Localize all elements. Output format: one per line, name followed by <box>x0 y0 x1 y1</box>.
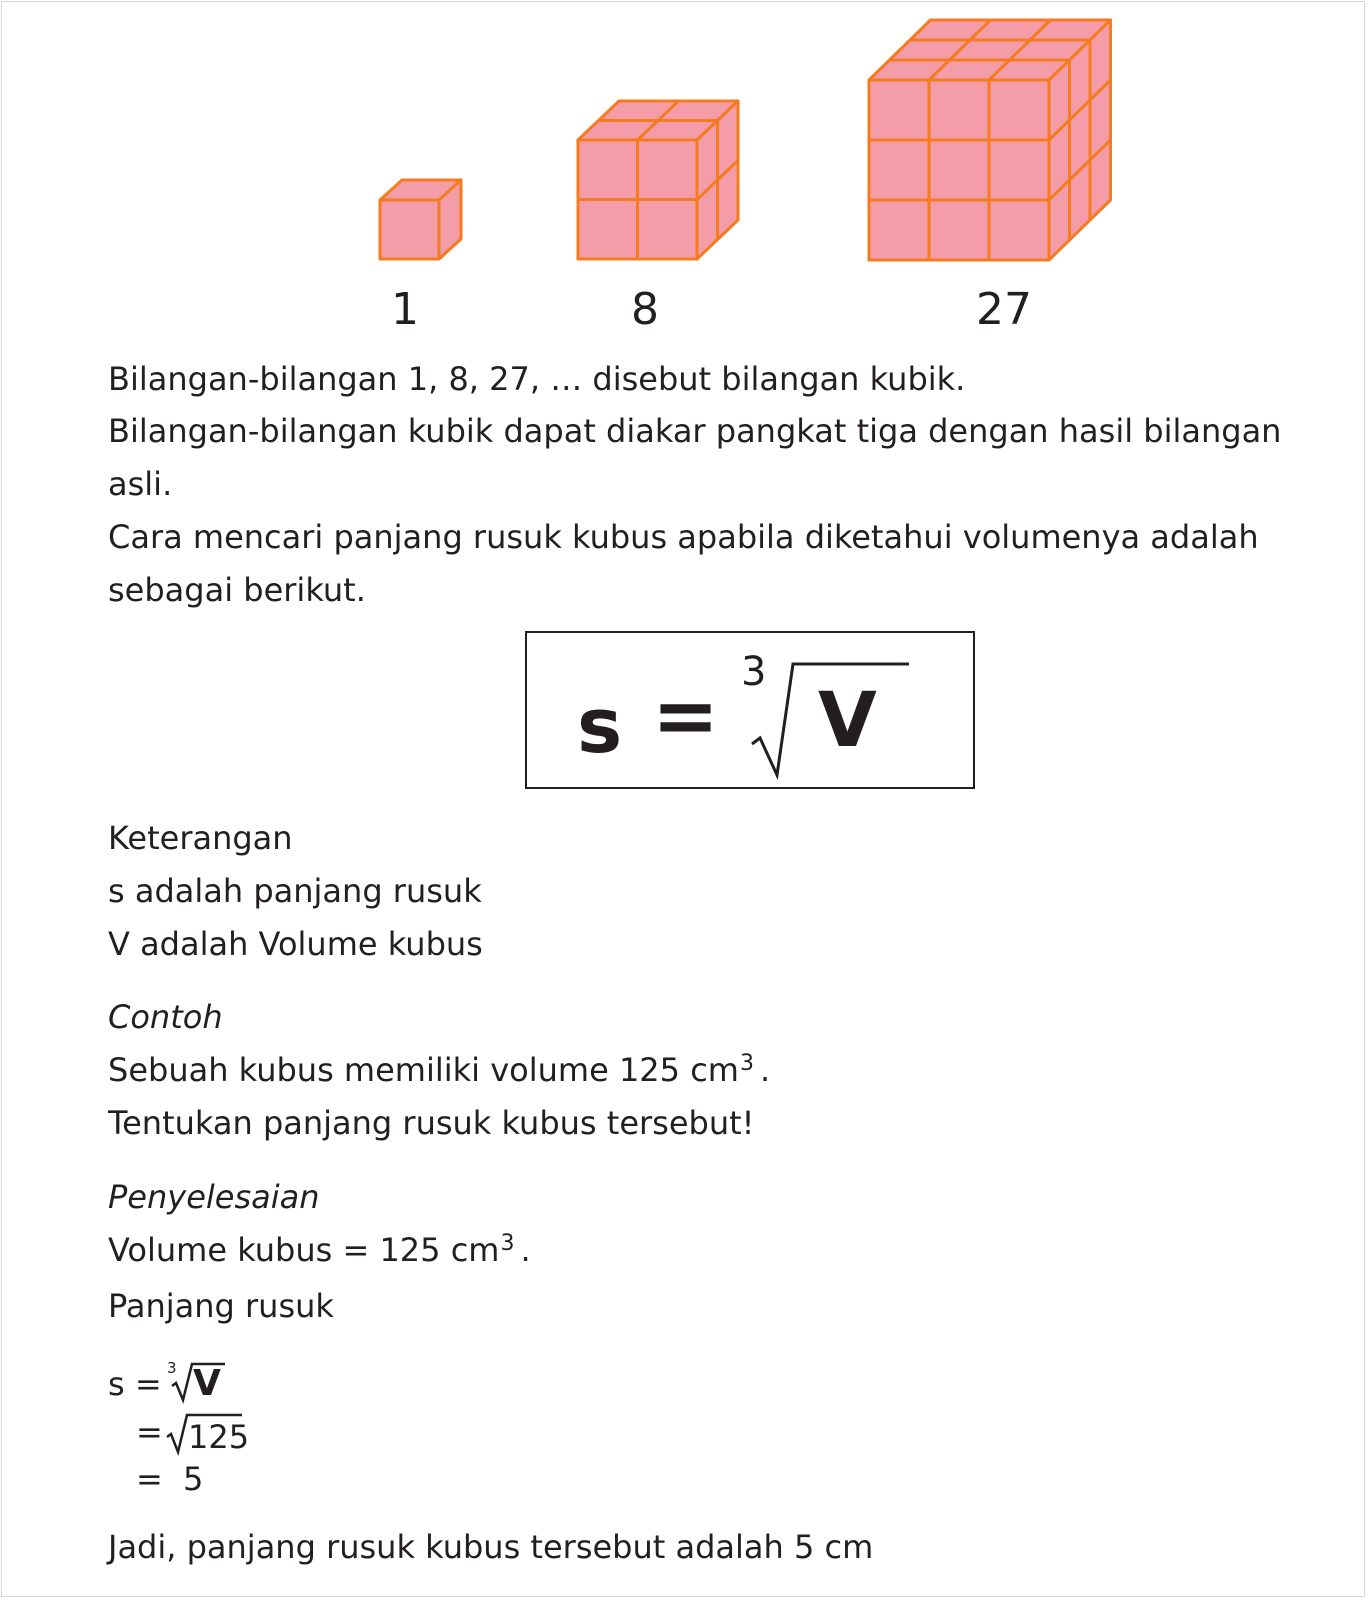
formula-v: V <box>818 675 877 764</box>
intro-line-5: sebagai berikut. <box>108 571 366 609</box>
intro-line-4: Cara mencari panjang rusuk kubus apabila diketahui volumenya adalah <box>108 518 1259 556</box>
conclusion-line: Jadi, panjang rusuk kubus tersebut adalah 5 cm <box>108 1528 874 1566</box>
cube-label-1: 1 <box>391 284 419 335</box>
penyelesaian-line-1-text: Volume kubus = 125 cm <box>108 1231 500 1269</box>
calc-row-1-radicand: V <box>193 1363 221 1404</box>
calc-row-2-equals: = <box>136 1413 163 1451</box>
intro-line-1: Bilangan-bilangan 1, 8, 27, … disebut bilangan kubik. <box>108 360 966 398</box>
calc-row-1-index: 3 <box>167 1359 177 1377</box>
keterangan-heading: Keterangan <box>108 819 293 857</box>
calc-row-2-radicand: 125 <box>188 1418 250 1456</box>
contoh-exponent: 3 <box>739 1051 754 1076</box>
contoh-line-1-text: Sebuah kubus memiliki volume 125 cm <box>108 1051 739 1089</box>
penyelesaian-line-2: Panjang rusuk <box>108 1287 334 1325</box>
calc-row-3-value: 5 <box>183 1460 204 1498</box>
formula-equals: = <box>652 669 720 762</box>
keterangan-item-2: V adalah Volume kubus <box>108 925 483 963</box>
penyelesaian-exponent: 3 <box>500 1231 515 1256</box>
calc-row-3-equals: = <box>136 1460 163 1498</box>
formula-index: 3 <box>741 649 767 695</box>
formula-s: s <box>577 681 623 770</box>
penyelesaian-line-1-end: . <box>520 1231 531 1269</box>
calc-row-1-lhs: s = <box>108 1365 162 1403</box>
penyelesaian-heading: Penyelesaian <box>108 1178 320 1216</box>
contoh-line-2: Tentukan panjang rusuk kubus tersebut! <box>108 1104 755 1142</box>
contoh-line-1-end: . <box>759 1051 771 1089</box>
keterangan-item-1: s adalah panjang rusuk <box>108 872 482 910</box>
cube-label-8: 8 <box>631 284 659 335</box>
cube-label-27: 27 <box>976 284 1032 335</box>
intro-line-3: asli. <box>108 465 173 503</box>
contoh-heading: Contoh <box>108 998 223 1036</box>
intro-line-2: Bilangan-bilangan kubik dapat diakar pangkat tiga dengan hasil bilangan <box>108 412 1282 450</box>
